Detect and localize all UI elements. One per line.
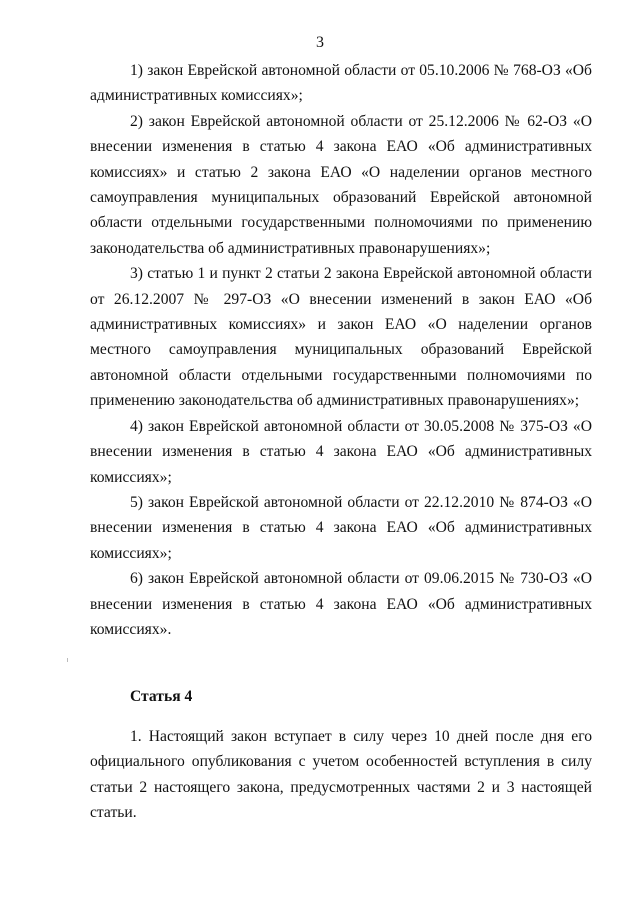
document-body: [90, 58, 592, 825]
article-paragraph-1: 1. Настоящий закон вступает в силу через 10 дней после дня его официального опубликования с учетом особенностей вступления в силу статьи 2 настоящего закона, предусмотренных частями 2 и 3 настоящей статьи.: [90, 727, 592, 821]
page-number: 3: [316, 34, 324, 51]
list-item-2: 2) закон Еврейской автономной области от 25.12.2006 № 62-ОЗ «О внесении изменения в статью 4 закона ЕАО «Об административных комиссиях» и статью 2 закона ЕАО «О наделении органов местного самоуправления муниципальных образований Еврейской автономной области отдельными государственными полномочиями по применению законодательства об административных правонарушениях»;: [90, 112, 592, 257]
list-item-4: 4) закон Еврейской автономной области от 30.05.2008 № 375-ОЗ «О внесении изменения в статью 4 закона ЕАО «Об административных комиссиях»;: [90, 417, 592, 486]
spacer: [90, 710, 592, 724]
list-item-6: 6) закон Еврейской автономной области от 09.06.2015 № 730-ОЗ «О внесении изменения в статью 4 закона ЕАО «Об административных комиссиях».: [90, 570, 592, 638]
list-item-5: 5) закон Еврейской автономной области от 22.12.2010 № 874-ОЗ «О внесении изменения в статью 4 закона ЕАО «Об административных комиссиях»;: [90, 493, 592, 562]
article-heading: Статья 4: [130, 688, 193, 706]
list-item-1: 1) закон Еврейской автономной области от 05.10.2006 № 768-ОЗ «Об административных комиссиях»;: [90, 62, 592, 105]
scan-mark: [67, 658, 68, 662]
list-item-3: 3) статью 1 и пункт 2 статьи 2 закона Еврейской автономной области от 26.12.2007 № 297-ОЗ «О внесении изменений в закон ЕАО «Об административных комиссиях» и закон ЕАО «О наделении органов местного самоуправления муниципальных образований Еврейской автономной области отдельными государственными полномочиями по применению законодательства об административных правонарушениях»;: [90, 265, 592, 410]
